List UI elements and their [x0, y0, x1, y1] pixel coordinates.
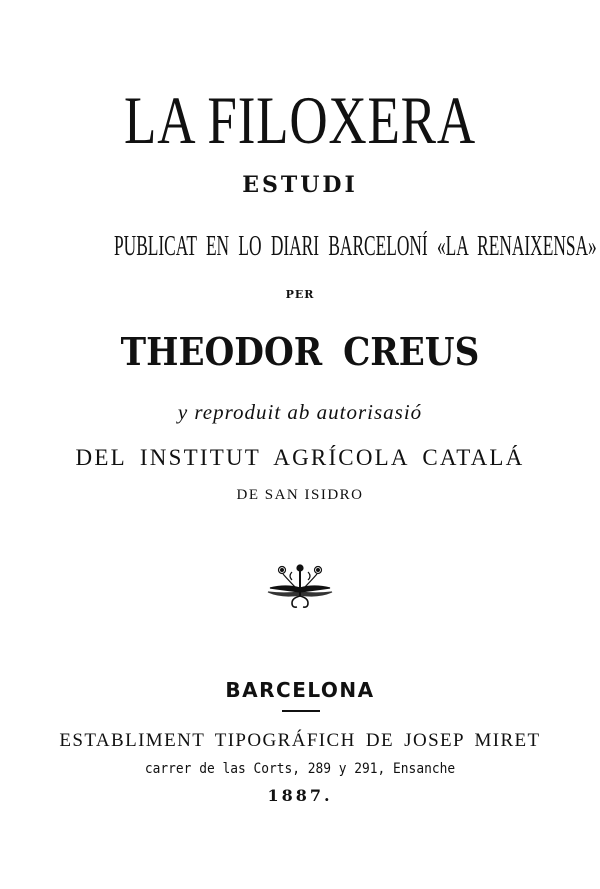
divider-rule — [282, 710, 320, 712]
author-name: THEODOR CREUS — [120, 329, 480, 374]
publication-line: PUBLICAT EN LO DIARI BARCELONÍ «LA RENAIXENSA» — [114, 231, 597, 262]
institution-subtitle: DE SAN ISIDRO — [236, 487, 364, 503]
by-label: PER — [285, 288, 315, 301]
floral-vignette-icon — [262, 562, 338, 612]
book-title: LA FILOXERA — [124, 82, 476, 158]
publication-year: 1887. — [267, 786, 333, 805]
imprint-city: BARCELONA — [225, 678, 375, 702]
book-subtitle: ESTUDI — [242, 172, 358, 198]
reproduction-note: y reproduit ab autorisasió — [177, 400, 423, 424]
printer-name: ESTABLIMENT TIPOGRÁFICH DE JOSEP MIRET — [59, 730, 541, 751]
institution-name: DEL INSTITUT AGRÍCOLA CATALÁ — [75, 445, 525, 470]
printer-address: carrer de las Corts, 289 y 291, Ensanche — [144, 761, 456, 777]
